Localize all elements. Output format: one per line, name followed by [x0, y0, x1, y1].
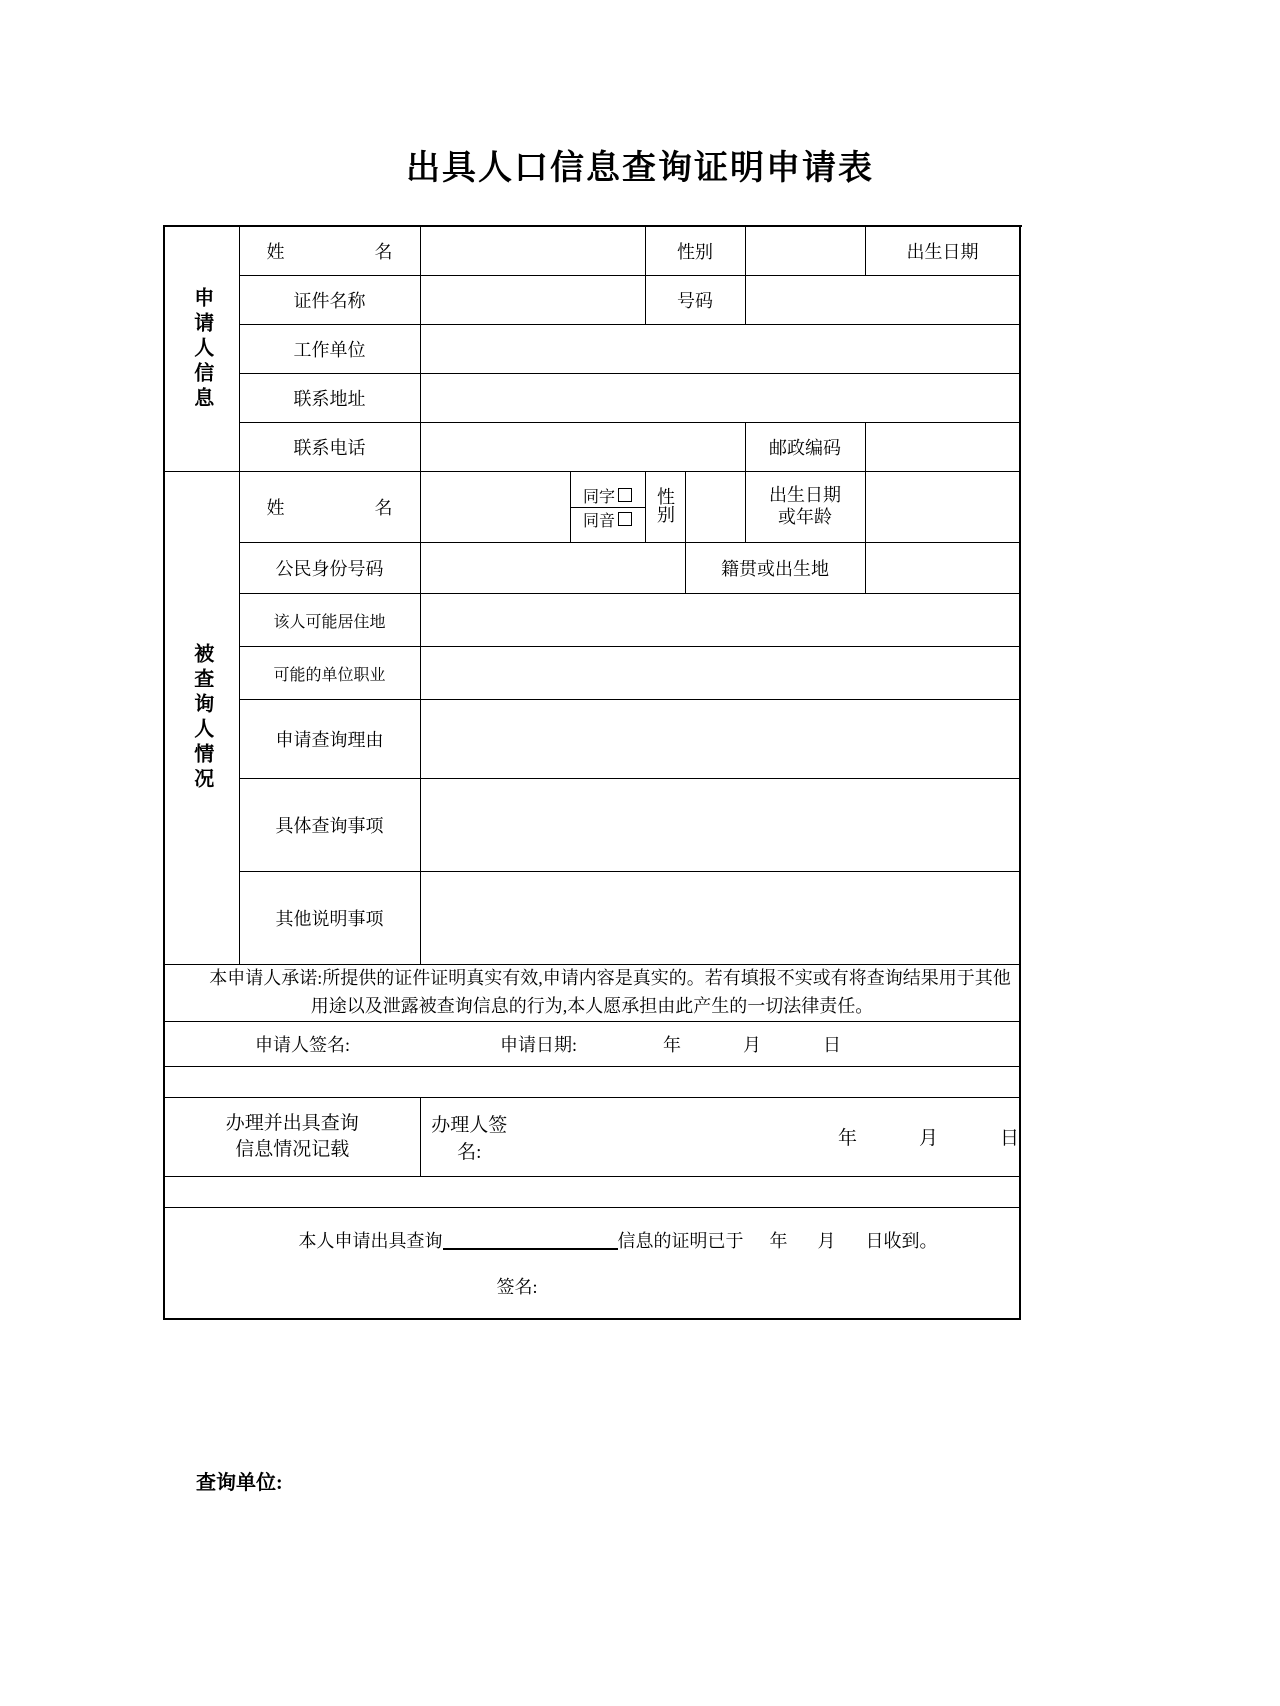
receipt-block	[164, 1207, 1020, 1319]
applicant-signature-label: 申请人签名:	[255, 1034, 351, 1055]
handler-date-year-label: 年	[837, 1128, 857, 1150]
application-date-day-label: 日	[823, 1034, 842, 1055]
table-row-query-reason	[164, 700, 1020, 779]
checkbox-box-icon[interactable]	[618, 488, 632, 502]
table-row-queried-citizen-id	[164, 543, 1020, 594]
field-applicant-contact-phone[interactable]	[420, 423, 745, 472]
application-date-year-label: 年	[663, 1034, 682, 1055]
table-row-queried-occupation	[164, 647, 1020, 700]
field-queried-possible-residence[interactable]	[420, 594, 1020, 647]
label-applicant-id-number: 号码	[645, 276, 745, 325]
spacer-strip	[164, 1066, 1020, 1097]
field-applicant-id-type[interactable]	[420, 276, 645, 325]
field-query-items[interactable]	[420, 779, 1020, 872]
checkbox-same-sound[interactable]: 同音	[571, 508, 645, 531]
receipt-text-before-blank: 本人申请出具查询	[298, 1230, 443, 1251]
application-date-month-label: 月	[743, 1034, 762, 1055]
field-other-notes[interactable]	[420, 872, 1020, 965]
applicant-section-side-label-text: 申请人信息	[190, 286, 213, 412]
label-queried-name: 姓 名	[239, 472, 420, 543]
table-row-queried-residence	[164, 594, 1020, 647]
table-row-other-notes	[164, 872, 1020, 965]
field-applicant-contact-address[interactable]	[420, 374, 1020, 423]
checkbox-box-icon[interactable]	[618, 512, 632, 526]
application-date-label: 申请日期:	[500, 1034, 578, 1055]
table-row-query-items	[164, 779, 1020, 872]
handler-date-month-label: 月	[918, 1128, 938, 1150]
table-row-spacer-2	[164, 1176, 1020, 1207]
application-form-table	[163, 225, 1021, 1320]
field-applicant-name[interactable]	[420, 226, 645, 276]
field-queried-citizen-id[interactable]	[420, 543, 685, 594]
footer-query-unit-label: 查询单位:	[196, 1472, 283, 1494]
field-query-reason[interactable]	[420, 700, 1020, 779]
applicant-section-side-label	[164, 226, 239, 472]
label-applicant-contact-phone: 联系电话	[239, 423, 420, 472]
label-queried-birth-or-age: 出生日期 或年龄	[745, 472, 865, 543]
page-title: 出具人口信息查询证明申请表	[406, 150, 874, 187]
label-queried-possible-residence: 该人可能居住地	[239, 594, 420, 647]
field-applicant-id-number[interactable]	[745, 276, 1020, 325]
receipt-signature-label: 签名:	[496, 1276, 538, 1297]
field-queried-possible-occupation[interactable]	[420, 647, 1020, 700]
label-applicant-postcode: 邮政编码	[745, 423, 865, 472]
receipt-year-label: 年	[769, 1230, 788, 1251]
table-row-receipt	[164, 1207, 1020, 1319]
table-row-applicant-name	[164, 226, 1020, 276]
table-row-applicant-signature	[164, 1021, 1020, 1066]
handler-signature-label: 办理人签名:	[431, 1114, 508, 1163]
table-row-declaration	[164, 965, 1020, 1022]
label-queried-possible-occupation: 可能的单位职业	[239, 647, 420, 700]
table-row-applicant-phone	[164, 423, 1020, 472]
table-row-handling	[164, 1097, 1020, 1176]
field-applicant-postcode[interactable]	[865, 423, 1020, 472]
applicant-signature-row	[164, 1021, 1020, 1066]
handling-record-area[interactable]	[420, 1097, 1020, 1176]
spacer-strip	[164, 1176, 1020, 1207]
handling-section-label: 办理并出具查询 信息情况记载	[164, 1097, 420, 1176]
field-queried-native-place[interactable]	[865, 543, 1020, 594]
label-applicant-contact-address: 联系地址	[239, 374, 420, 423]
receipt-text-after-blank: 信息的证明已于	[617, 1230, 744, 1251]
queried-section-side-label-text: 被查询人情况	[190, 643, 213, 793]
receipt-day-received-label: 日收到。	[865, 1230, 938, 1251]
label-queried-gender: 性别	[645, 472, 685, 543]
label-applicant-work-unit: 工作单位	[239, 325, 420, 374]
label-applicant-name: 姓 名	[239, 226, 420, 276]
receipt-fill-blank[interactable]	[443, 1248, 618, 1250]
field-queried-birth-or-age[interactable]	[865, 472, 1020, 543]
table-row-applicant-id	[164, 276, 1020, 325]
label-other-notes: 其他说明事项	[239, 872, 420, 965]
label-applicant-id-type: 证件名称	[239, 276, 420, 325]
label-queried-native-place: 籍贯或出生地	[685, 543, 865, 594]
queried-section-side-label	[164, 472, 239, 965]
field-queried-gender[interactable]	[685, 472, 745, 543]
table-row-applicant-address	[164, 374, 1020, 423]
field-applicant-gender[interactable]	[745, 226, 865, 276]
checkbox-same-character[interactable]: 同字	[571, 484, 645, 508]
label-applicant-gender: 性别	[645, 226, 745, 276]
label-queried-citizen-id: 公民身份号码	[239, 543, 420, 594]
field-queried-name[interactable]	[420, 472, 570, 543]
declaration-text: 本申请人承诺:所提供的证件证明真实有效,申请内容是真实的。若有填报不实或有将查询结果用于其他用途以及泄露被查询信息的行为,本人愿承担由此产生的一切法律责任。	[209, 968, 1011, 1016]
handler-date-day-label: 日	[999, 1128, 1019, 1150]
queried-name-match-checkboxes	[570, 472, 645, 543]
field-applicant-work-unit[interactable]	[420, 325, 1020, 374]
declaration-block	[164, 965, 1020, 1022]
label-query-reason: 申请查询理由	[239, 700, 420, 779]
table-row-spacer-1	[164, 1066, 1020, 1097]
table-row-applicant-work-unit	[164, 325, 1020, 374]
label-query-items: 具体查询事项	[239, 779, 420, 872]
receipt-month-label: 月	[817, 1230, 836, 1251]
table-row-queried-name	[164, 472, 1020, 543]
label-applicant-birthdate: 出生日期	[865, 226, 1020, 276]
